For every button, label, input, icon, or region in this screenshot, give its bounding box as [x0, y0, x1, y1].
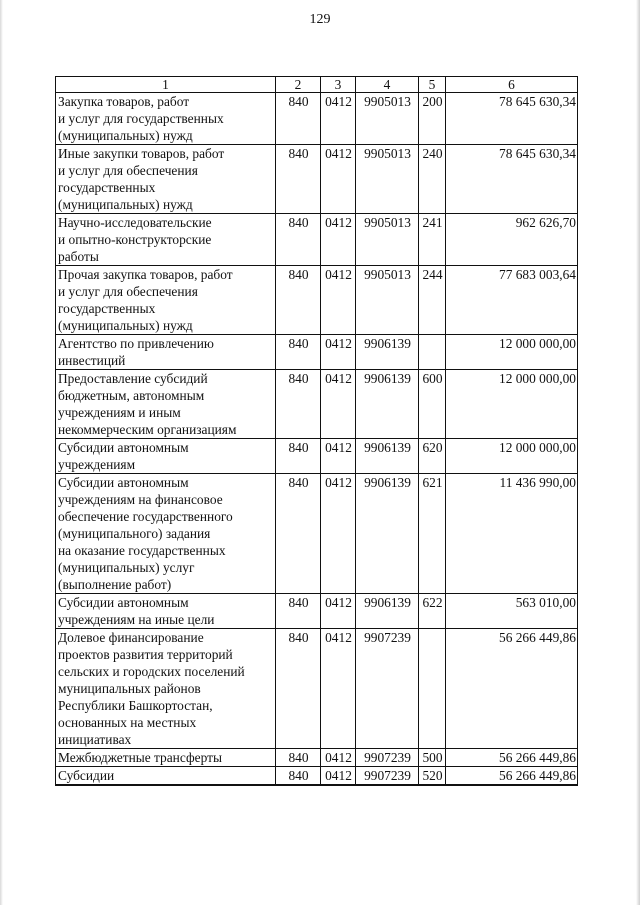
row-amount: 12 000 000,00 [446, 370, 578, 439]
row-name-line: Долевое финансирование [58, 630, 204, 645]
row-name-line: (муниципальных) нужд [58, 197, 193, 212]
row-expense-type [419, 629, 446, 749]
row-target-code: 9906139 [356, 335, 419, 370]
scan-edge-right [636, 0, 640, 905]
row-name-line: учреждениям [58, 457, 136, 472]
row-name-line: Субсидии [58, 768, 115, 783]
column-header-6: 6 [446, 77, 578, 93]
row-name-line: и опытно-конструкторские [58, 232, 212, 247]
row-section-code: 0412 [321, 594, 356, 629]
row-section-code: 0412 [321, 214, 356, 266]
row-name-line: государственных [58, 301, 156, 316]
row-name [56, 629, 276, 749]
row-expense-type: 244 [419, 266, 446, 335]
row-expense-type: 500 [419, 749, 446, 767]
row-section-code: 0412 [321, 439, 356, 474]
row-name-line: и услуг для государственных [58, 111, 224, 126]
row-expense-type: 241 [419, 214, 446, 266]
table-row [56, 214, 578, 266]
row-name-line: Агентство по привлечению [58, 336, 214, 351]
row-name-line: учреждениям на иные цели [58, 612, 215, 627]
row-expense-type [419, 335, 446, 370]
row-admin-code: 840 [276, 93, 321, 145]
row-name [56, 93, 276, 145]
row-name-line: Прочая закупка товаров, работ [58, 267, 233, 282]
row-name-line: и услуг для обеспечения [58, 163, 198, 178]
row-name-line: инициативах [58, 732, 132, 747]
row-target-code: 9907239 [356, 749, 419, 767]
row-name [56, 439, 276, 474]
row-name [56, 266, 276, 335]
row-name [56, 370, 276, 439]
row-amount: 12 000 000,00 [446, 335, 578, 370]
table-row [56, 767, 578, 786]
row-name-line: работы [58, 249, 99, 264]
row-name-line: (муниципальных) нужд [58, 128, 193, 143]
row-amount: 962 626,70 [446, 214, 578, 266]
row-section-code: 0412 [321, 370, 356, 439]
table-row [56, 474, 578, 594]
table-row [56, 145, 578, 214]
row-expense-type: 520 [419, 767, 446, 786]
row-target-code: 9906139 [356, 439, 419, 474]
row-name [56, 594, 276, 629]
row-name-line: государственных [58, 180, 156, 195]
row-admin-code: 840 [276, 145, 321, 214]
row-section-code: 0412 [321, 767, 356, 786]
row-name-line: (муниципальных) услуг [58, 560, 195, 575]
row-target-code: 9907239 [356, 767, 419, 786]
row-section-code: 0412 [321, 266, 356, 335]
row-name-line: Предоставление субсидий [58, 371, 208, 386]
column-header-4: 4 [356, 77, 419, 93]
row-expense-type: 622 [419, 594, 446, 629]
row-section-code: 0412 [321, 93, 356, 145]
row-admin-code: 840 [276, 474, 321, 594]
row-section-code: 0412 [321, 145, 356, 214]
row-name-line: проектов развития территорий [58, 647, 233, 662]
row-expense-type: 240 [419, 145, 446, 214]
row-admin-code: 840 [276, 266, 321, 335]
row-name-line: бюджетным, автономным [58, 388, 205, 403]
row-admin-code: 840 [276, 370, 321, 439]
row-admin-code: 840 [276, 767, 321, 786]
row-amount: 56 266 449,86 [446, 749, 578, 767]
table-row [56, 439, 578, 474]
row-amount: 77 683 003,64 [446, 266, 578, 335]
scan-edge-left [0, 0, 3, 905]
row-name [56, 749, 276, 767]
table-row [56, 749, 578, 767]
row-target-code: 9905013 [356, 214, 419, 266]
row-name-line: (муниципальных) нужд [58, 318, 193, 333]
row-expense-type: 600 [419, 370, 446, 439]
row-name-line: Субсидии автономным [58, 595, 189, 610]
table-row [56, 93, 578, 145]
row-name-line: учреждениям и иным [58, 405, 181, 420]
row-target-code: 9905013 [356, 145, 419, 214]
row-amount: 12 000 000,00 [446, 439, 578, 474]
row-name-line: муниципальных районов [58, 681, 201, 696]
row-section-code: 0412 [321, 749, 356, 767]
row-name [56, 145, 276, 214]
table-body [56, 93, 578, 786]
row-amount: 11 436 990,00 [446, 474, 578, 594]
row-name-line: Закупка товаров, работ [58, 94, 190, 109]
row-admin-code: 840 [276, 214, 321, 266]
row-name-line: на оказание государственных [58, 543, 226, 558]
row-target-code: 9906139 [356, 594, 419, 629]
row-name-line: инвестиций [58, 353, 126, 368]
row-target-code: 9905013 [356, 93, 419, 145]
row-target-code: 9907239 [356, 629, 419, 749]
row-section-code: 0412 [321, 629, 356, 749]
row-name [56, 474, 276, 594]
row-expense-type: 200 [419, 93, 446, 145]
row-name-line: и услуг для обеспечения [58, 284, 198, 299]
row-admin-code: 840 [276, 335, 321, 370]
table-row [56, 594, 578, 629]
row-name-line: Иные закупки товаров, работ [58, 146, 225, 161]
row-target-code: 9906139 [356, 474, 419, 594]
row-name-line: учреждениям на финансовое [58, 492, 223, 507]
page-number: 129 [309, 12, 331, 27]
row-name-line: Субсидии автономным [58, 440, 189, 455]
row-admin-code: 840 [276, 749, 321, 767]
row-amount: 563 010,00 [446, 594, 578, 629]
row-expense-type: 621 [419, 474, 446, 594]
row-name-line: основанных на местных [58, 715, 197, 730]
row-name-line: некоммерческим организациям [58, 422, 237, 437]
row-name-line: Субсидии автономным [58, 475, 189, 490]
column-header-2: 2 [276, 77, 321, 93]
row-admin-code: 840 [276, 629, 321, 749]
row-expense-type: 620 [419, 439, 446, 474]
row-section-code: 0412 [321, 335, 356, 370]
row-amount: 56 266 449,86 [446, 629, 578, 749]
row-name-line: Научно-исследовательские [58, 215, 212, 230]
column-header-3: 3 [321, 77, 356, 93]
row-name-line: Межбюджетные трансферты [58, 750, 222, 765]
table-row [56, 370, 578, 439]
table-row [56, 629, 578, 749]
row-target-code: 9906139 [356, 370, 419, 439]
column-header-5: 5 [419, 77, 446, 93]
row-name [56, 335, 276, 370]
row-name-line: (муниципального) задания [58, 526, 211, 541]
row-name [56, 767, 276, 786]
row-section-code: 0412 [321, 474, 356, 594]
row-name-line: обеспечение государственного [58, 509, 233, 524]
table-header-row [56, 77, 578, 93]
row-name [56, 214, 276, 266]
row-amount: 78 645 630,34 [446, 93, 578, 145]
table-row [56, 335, 578, 370]
row-name-line: Республики Башкортостан, [58, 698, 213, 713]
column-header-1: 1 [56, 77, 276, 93]
budget-table [55, 76, 578, 786]
row-amount: 78 645 630,34 [446, 145, 578, 214]
row-target-code: 9905013 [356, 266, 419, 335]
row-amount: 56 266 449,86 [446, 767, 578, 786]
row-admin-code: 840 [276, 439, 321, 474]
row-name-line: (выполнение работ) [58, 577, 172, 592]
table-row [56, 266, 578, 335]
row-name-line: сельских и городских поселений [58, 664, 245, 679]
row-admin-code: 840 [276, 594, 321, 629]
